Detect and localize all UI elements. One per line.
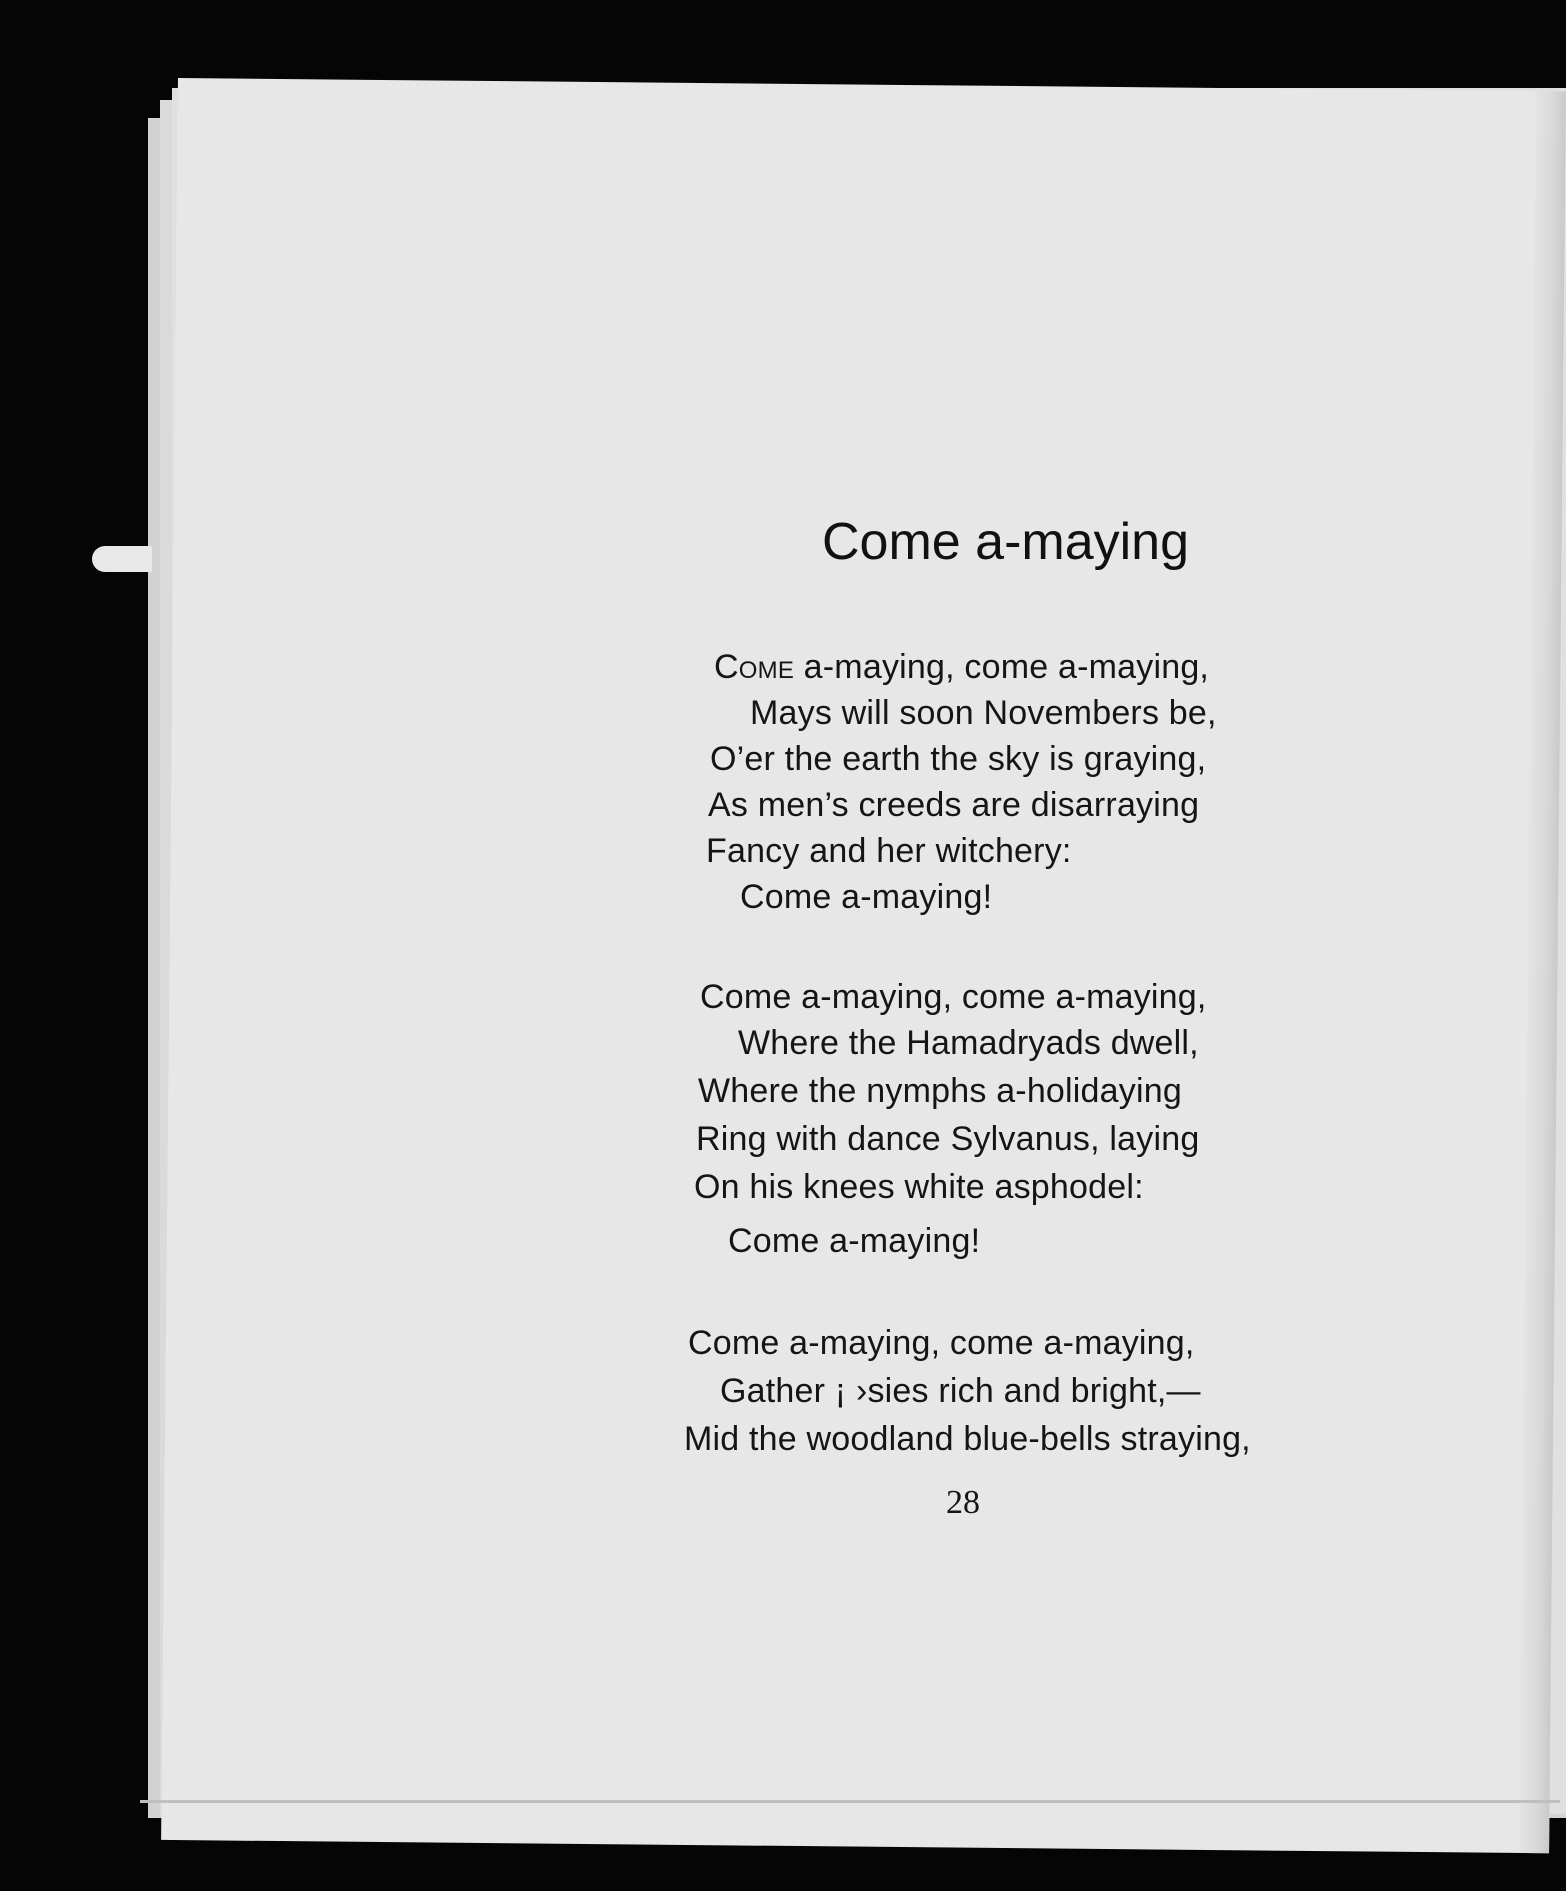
line-text: On his knees white asphodel: [694,1168,1144,1206]
poem-line [720,1372,1201,1411]
line-text: Ring with dance Sylvanus, laying [696,1120,1200,1158]
poem-line [708,786,1199,825]
line-text: Mid the woodland blue-bells straying, [684,1420,1251,1458]
page-tab-mark [92,546,152,572]
poem-line [700,978,1207,1017]
drop-word: Come [714,648,795,686]
line-text: Come a-maying! [740,878,993,916]
line-text: Come a-maying, come a-maying, [688,1324,1195,1362]
poem-line [688,1324,1195,1363]
poem-line [740,878,992,917]
poem-line [728,1222,980,1261]
poem-line [750,694,1217,733]
line-text: Where the Hamadryads dwell, [738,1024,1199,1062]
poem-line [738,1024,1199,1063]
line-text: Fancy and her witchery: [706,832,1072,870]
page-number: 28 [946,1484,980,1521]
poem-line [706,832,1072,871]
line-text: Mays will soon Novembers be, [750,694,1217,732]
poem-line [698,1072,1182,1111]
poem-title: Come a-maying [822,513,1190,571]
line-text: Gather ¡ ›sies rich and bright,— [720,1372,1201,1410]
poem-line [714,648,1209,687]
poem-line [684,1420,1251,1459]
line-text: O’er the earth the sky is graying, [710,740,1207,778]
line-text: Come a-maying! [728,1222,981,1260]
line-text: Where the nymphs a-holidaying [698,1072,1182,1110]
poem-line [710,740,1206,779]
line-text: Come a-maying, come a-maying, [700,978,1207,1016]
page-bottom-edge [140,1800,1560,1803]
poem-line [694,1168,1144,1207]
line-text: As men’s creeds are disarraying [708,786,1200,824]
book-page [161,78,1566,1853]
poem-line [696,1120,1199,1159]
line-text: a-maying, come a-maying, [794,648,1210,686]
